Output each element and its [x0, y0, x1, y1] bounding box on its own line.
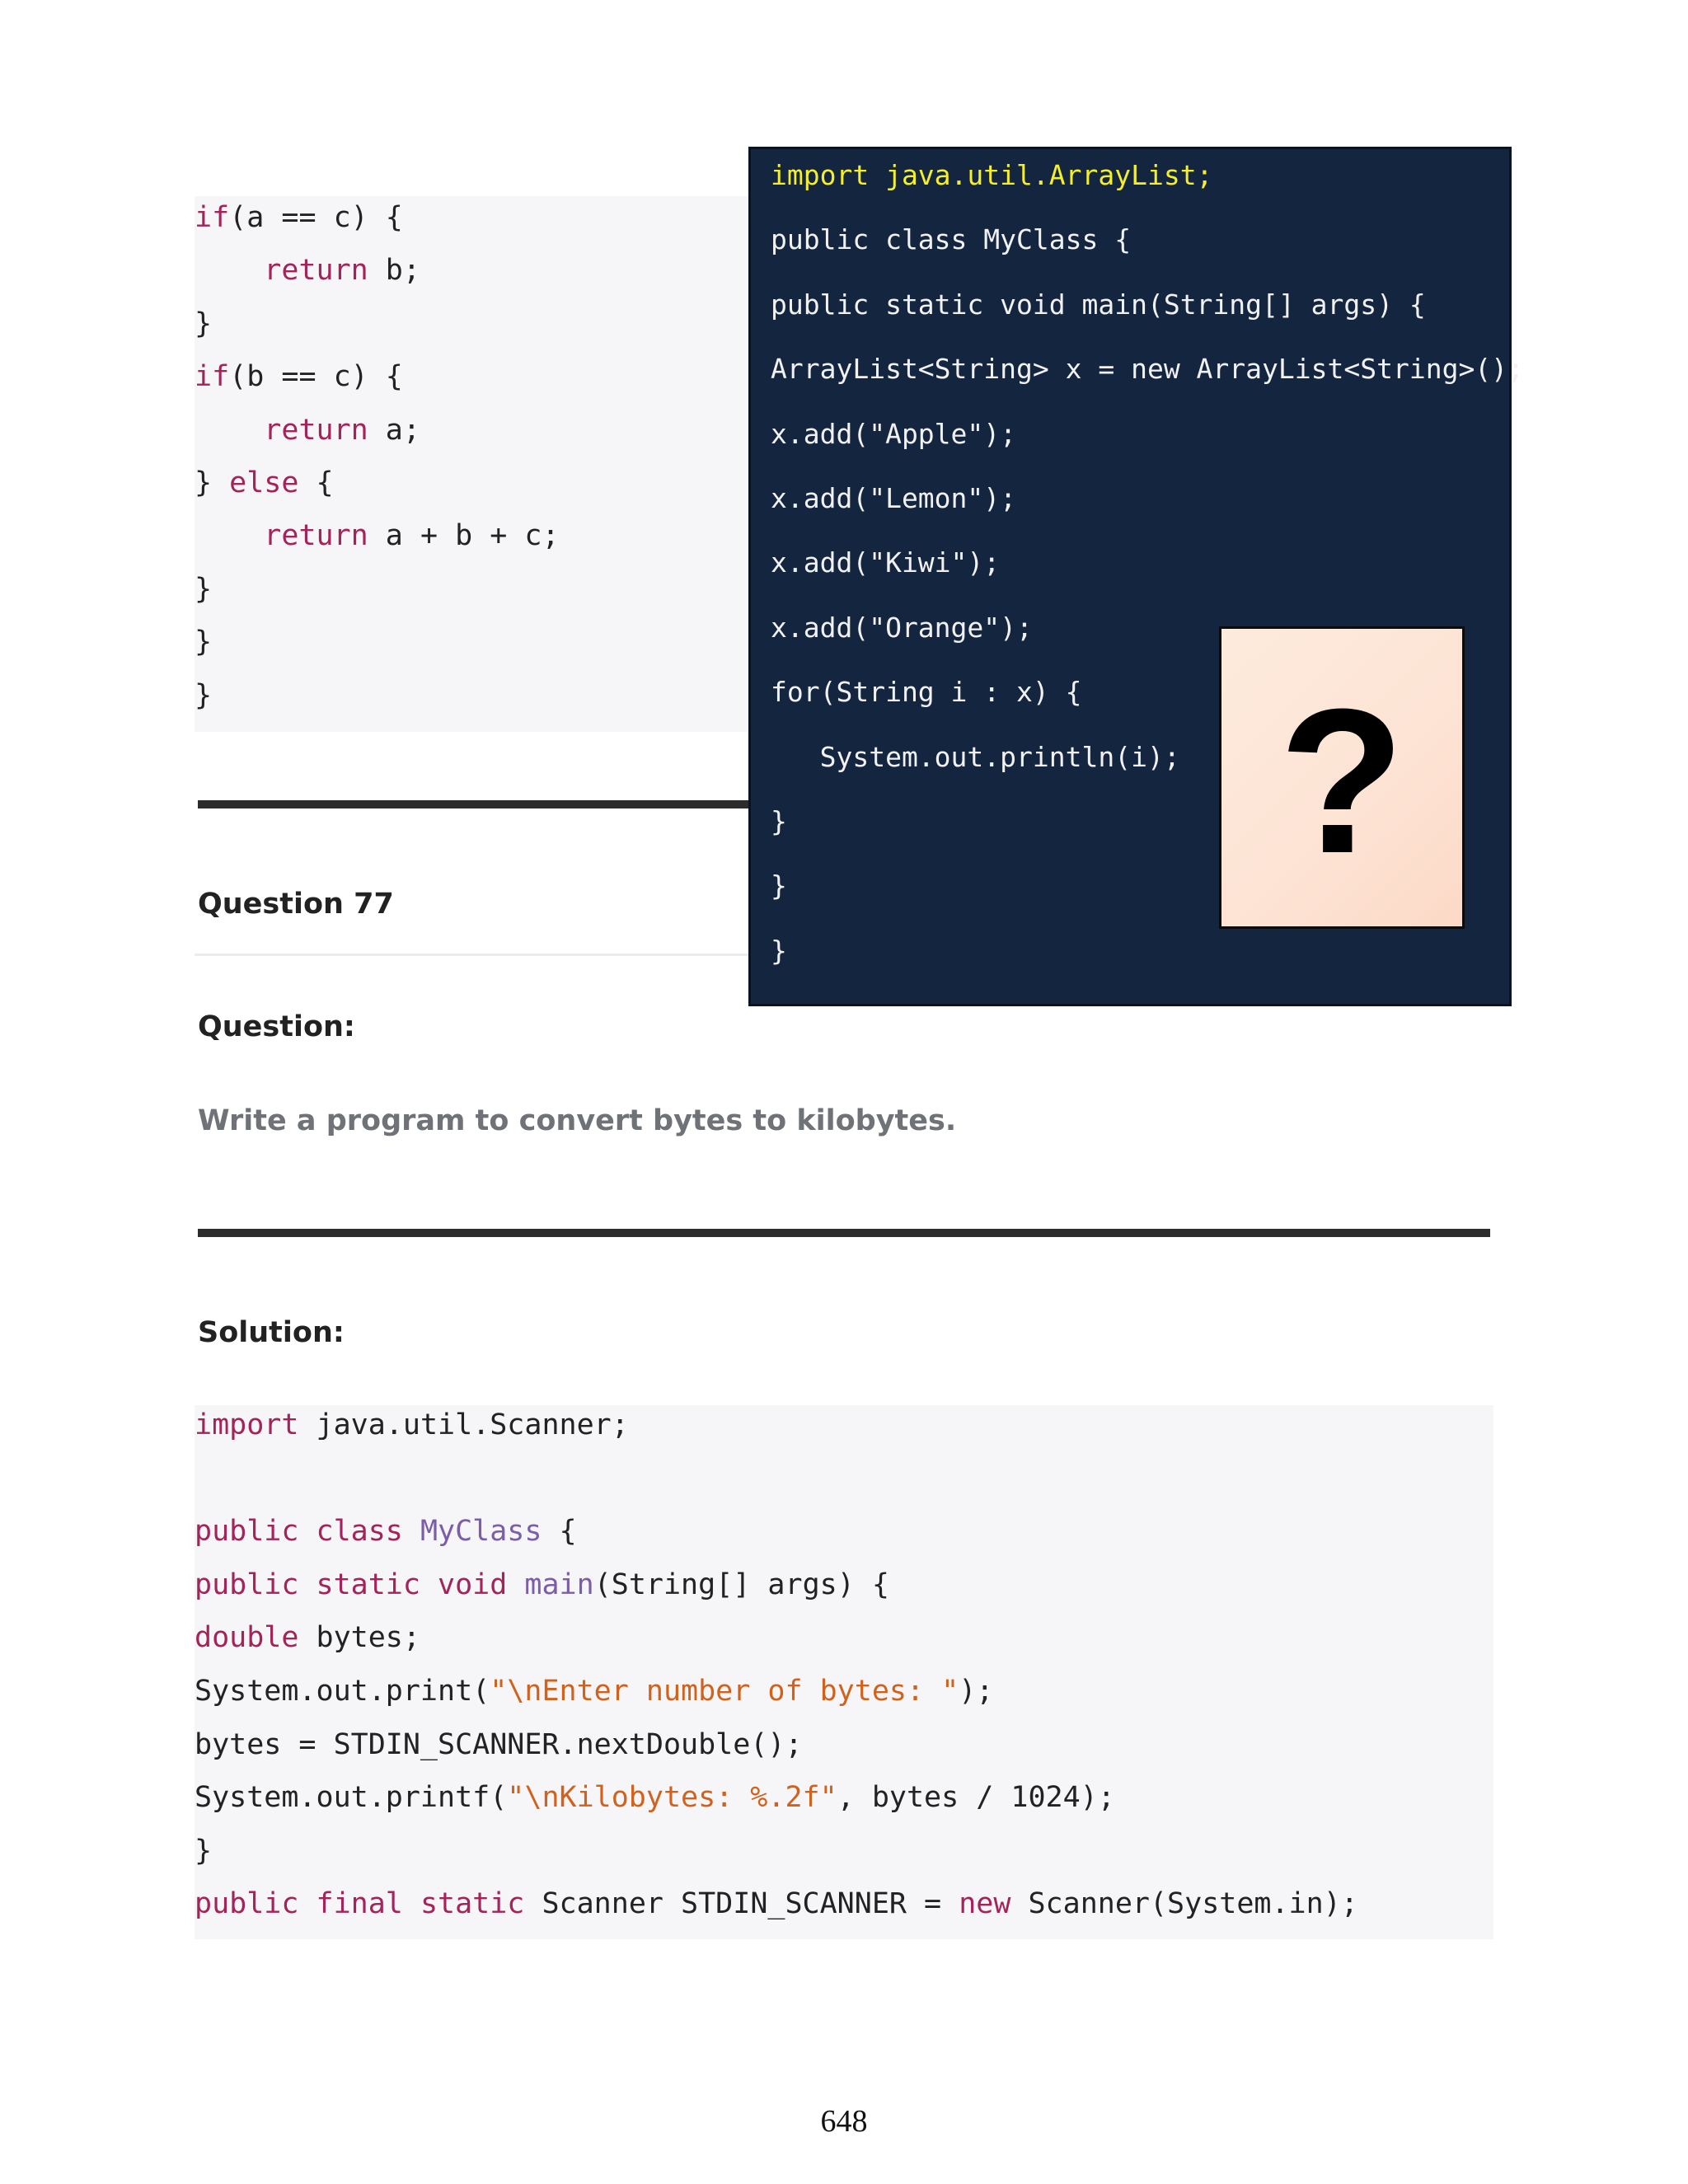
code-token: (a == c) { — [229, 201, 403, 234]
code-token — [507, 1568, 524, 1601]
code-token: bytes = STDIN_SCANNER.nextDouble(); — [195, 1727, 803, 1761]
code-line — [195, 516, 560, 555]
page-number: 648 — [820, 2104, 868, 2139]
code-token-kw: return — [264, 519, 368, 553]
code-token-kw: static — [316, 1568, 420, 1601]
overlay-code-line: x.add("Apple"); — [771, 417, 1017, 450]
code-line — [195, 1884, 1358, 1924]
code-token-kw: public — [195, 1568, 299, 1601]
section-divider — [198, 1229, 1490, 1237]
overlay-code-line: System.out.println(i); — [771, 740, 1180, 773]
overlay-code-line: for(String i : x) { — [771, 676, 1082, 709]
code-token-kw: double — [195, 1621, 299, 1655]
code-token-str: "\nKilobytes: %.2f" — [507, 1781, 837, 1815]
code-token-kw: if — [195, 360, 230, 394]
code-line — [195, 1671, 993, 1711]
code-token-kw: static — [420, 1887, 525, 1921]
code-token: } — [195, 678, 213, 712]
code-line — [195, 463, 334, 503]
code-line — [195, 1405, 629, 1445]
code-token: b; — [368, 254, 420, 288]
solution-code-block — [195, 1405, 1493, 1939]
code-token-cls: main — [524, 1568, 594, 1601]
code-token-kw: import — [195, 1408, 299, 1441]
question-label: Question: — [198, 1010, 355, 1043]
code-token: Scanner(System.in); — [1010, 1887, 1358, 1921]
mystery-output-box — [1219, 626, 1465, 929]
code-token: (b == c) { — [229, 360, 403, 394]
code-token — [298, 1887, 316, 1920]
code-line — [195, 569, 212, 609]
code-line — [195, 251, 420, 290]
code-token: , bytes / 1024); — [837, 1781, 1115, 1815]
code-token: Scanner STDIN_SCANNER = — [524, 1887, 959, 1921]
code-line — [195, 357, 403, 396]
code-token: (String[] args) { — [593, 1568, 889, 1601]
overlay-code-line: } — [771, 934, 787, 967]
heading-underline — [195, 954, 760, 956]
code-token: { — [542, 1515, 577, 1549]
overlay-code-line: x.add("Kiwi"); — [771, 546, 1001, 579]
code-line — [195, 1831, 212, 1871]
code-token — [403, 1887, 420, 1920]
code-token: } — [195, 1834, 213, 1868]
code-token: a + b + c; — [368, 519, 560, 553]
code-token-kw: return — [264, 413, 368, 447]
overlay-code-line: x.add("Orange"); — [771, 611, 1033, 644]
code-token-kw: void — [438, 1568, 508, 1601]
code-token-kw: else — [229, 466, 299, 499]
code-token — [298, 1568, 316, 1601]
code-token: { — [298, 466, 334, 499]
code-token — [195, 254, 264, 287]
code-token-kw: if — [195, 201, 230, 234]
code-token: java.util.Scanner; — [298, 1408, 629, 1441]
overlay-code-line: import java.util.ArrayList; — [771, 159, 1213, 191]
code-token — [195, 414, 264, 447]
section-divider — [198, 800, 758, 808]
code-token-str: "\nEnter number of bytes: " — [490, 1675, 959, 1708]
code-token — [298, 1515, 316, 1548]
code-token-kw: public — [195, 1515, 299, 1549]
code-token — [403, 1515, 420, 1548]
code-line — [195, 304, 212, 344]
question-mark-icon: ? — [1278, 666, 1405, 896]
overlay-code-line: public static void main(String[] args) { — [771, 288, 1426, 321]
code-token-kw: public — [195, 1887, 299, 1921]
code-token: System.out.printf( — [195, 1781, 508, 1815]
code-token-kw: new — [959, 1887, 1011, 1921]
code-line — [195, 1511, 577, 1551]
code-line — [195, 1565, 889, 1605]
code-line — [195, 1725, 803, 1765]
code-line — [195, 198, 403, 237]
code-token-cls: MyClass — [420, 1515, 542, 1549]
code-block-previous — [195, 196, 760, 732]
code-token: a; — [368, 413, 420, 447]
overlay-code-line: } — [771, 805, 787, 837]
question-text: Write a program to convert bytes to kilobytes. — [198, 1104, 957, 1137]
code-line — [195, 622, 212, 662]
code-token-kw: class — [316, 1515, 403, 1549]
code-token: } — [195, 626, 213, 659]
overlay-code-line: public class MyClass { — [771, 223, 1132, 256]
question-number-heading: Question 77 — [198, 888, 394, 921]
code-token: System.out.print( — [195, 1675, 490, 1708]
code-line — [195, 1618, 420, 1657]
overlay-code-line: ArrayList<String> x = new ArrayList<String>(); — [771, 353, 1524, 386]
code-token: } — [195, 466, 230, 499]
code-token-kw: final — [316, 1887, 403, 1921]
code-token — [420, 1568, 438, 1601]
code-token: } — [195, 307, 213, 340]
code-token: } — [195, 572, 213, 606]
code-token — [195, 519, 264, 552]
code-token-kw: return — [264, 254, 368, 288]
code-line — [195, 676, 212, 715]
code-line — [195, 410, 420, 450]
overlay-code-line: x.add("Lemon"); — [771, 482, 1017, 514]
code-line — [195, 1778, 1115, 1817]
code-token: ); — [959, 1675, 994, 1708]
code-token: bytes; — [298, 1621, 420, 1655]
overlay-code-line: } — [771, 869, 787, 902]
solution-label: Solution: — [198, 1316, 345, 1349]
